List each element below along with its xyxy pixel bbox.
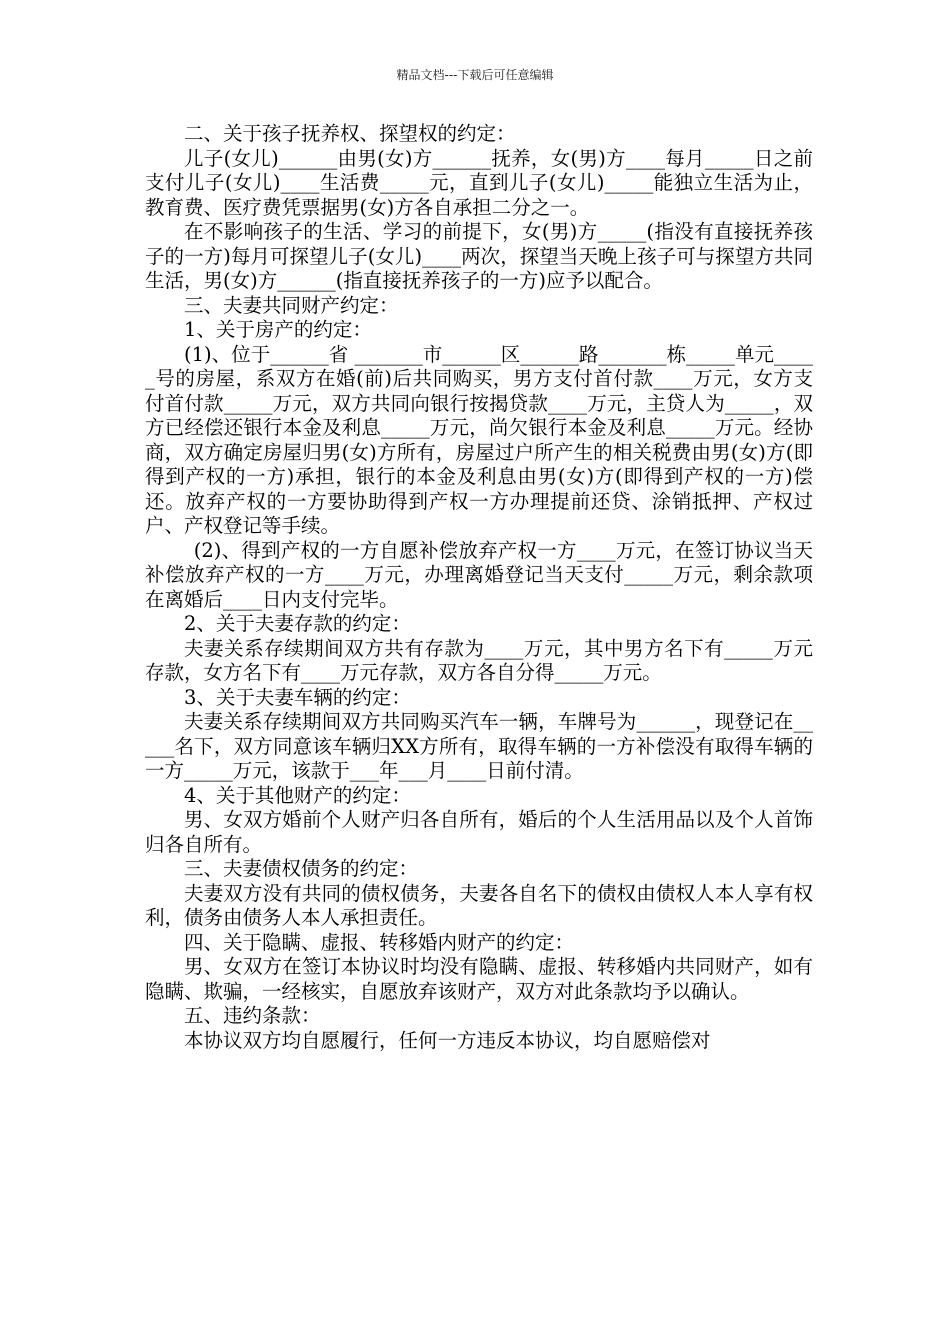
document-body bbox=[145, 122, 813, 1053]
paragraph-breach: 本协议双方均自愿履行，任何一方违反本协议，均自愿赔偿对 bbox=[184, 1028, 711, 1052]
paragraph-concealment: 男、女双方在签订本协议时均没有隐瞒、虚报、转移婚内共同财产，如有隐瞒、欺骗，一经核实，自愿放弃该财产，双方对此条款均予以确认。 bbox=[145, 955, 813, 1003]
section-heading-custody: 二、关于孩子抚养权、探望权的约定： bbox=[184, 122, 516, 145]
section-heading-breach: 五、违约条款： bbox=[184, 1004, 321, 1027]
section-heading-joint-property: 三、夫妻共同财产约定： bbox=[184, 293, 399, 317]
paragraph-custody-support: 儿子(女儿)______由男(女)方______抚养，女(男)方____每月_____日之前支付儿子(女儿)____生活费_____元，直到儿子(女儿)_____能独立生活为止，教育费、医疗费凭票据男(女)方各自承担二分之一。 bbox=[145, 146, 813, 219]
subheading-vehicle: 3、关于夫妻车辆的约定： bbox=[184, 685, 411, 709]
paragraph-visitation: 在不影响孩子的生活、学习的前提下，女(男)方_____(指没有直接抚养孩子的一方)每月可探望儿子(女儿)____两次，探望当天晚上孩子可与探望方共同生活，男(女)方______(指直接抚养孩子的一方)应予以配合。 bbox=[145, 220, 813, 292]
paragraph-debts: 夫妻双方没有共同的债权债务，夫妻各自名下的债权由债权人本人享有权利，债务由债务人本人承担责任。 bbox=[145, 881, 813, 929]
section-heading-concealment: 四、关于隐瞒、虚报、转移婚内财产的约定： bbox=[184, 930, 575, 954]
paragraph-house-compensation: (2)、得到产权的一方自愿补偿放弃产权一方____万元，在签订协议当天补偿放弃产权的一方____万元，办理离婚登记当天支付_____万元，剩余款项在离婚后____日内支付完毕。 bbox=[145, 538, 813, 611]
paragraph-vehicle: 夫妻关系存续期间双方共同购买汽车一辆，车牌号为______，现登记在_____名下，双方同意该车辆归XX方所有，取得车辆的一方补偿没有取得车辆的一方_____万元，该款于___年___月____日前付清。 bbox=[145, 710, 813, 782]
paragraph-other-property: 男、女双方婚前个人财产归各自所有，婚后的个人生活用品以及个人首饰归各自所有。 bbox=[145, 808, 813, 856]
paragraph-deposits: 夫妻关系存续期间双方共有存款为____万元，其中男方名下有_____万元存款，女方名下有____万元存款，双方各自分得_____万元。 bbox=[145, 636, 813, 684]
paragraph-house-details: (1)、位于______省 _______市______区______路_______栋_____单元_____号的房屋，系双方在婚(前)后共同购买，男方支付首付款____万元，女方支付首付款_____万元，双方共同向银行按揭贷款____万元，主贷人为_____，双方已经偿还银行本金及利息_____万元，尚欠银行本金及利息_____万元。经协商，双方确定房屋归男(女)方所有，房屋过户所产生的相关税费由男(女)方(即得到产权的一方)承担，银行的本金及利息由男(女)方(即得到产权的一方)偿还。放弃产权的一方要协助得到产权一方办理提前还贷、涂销抵押、产权过户、产权登记等手续。 bbox=[145, 342, 813, 537]
section-heading-debts: 三、夫妻债权债务的约定： bbox=[184, 857, 419, 880]
subheading-house: 1、关于房产的约定： bbox=[184, 318, 372, 341]
page-header: 精品文档---下载后可任意编辑 bbox=[396, 68, 554, 82]
subheading-other-property: 4、关于其他财产的约定： bbox=[184, 783, 411, 807]
subheading-deposits: 2、关于夫妻存款的约定： bbox=[184, 612, 411, 635]
